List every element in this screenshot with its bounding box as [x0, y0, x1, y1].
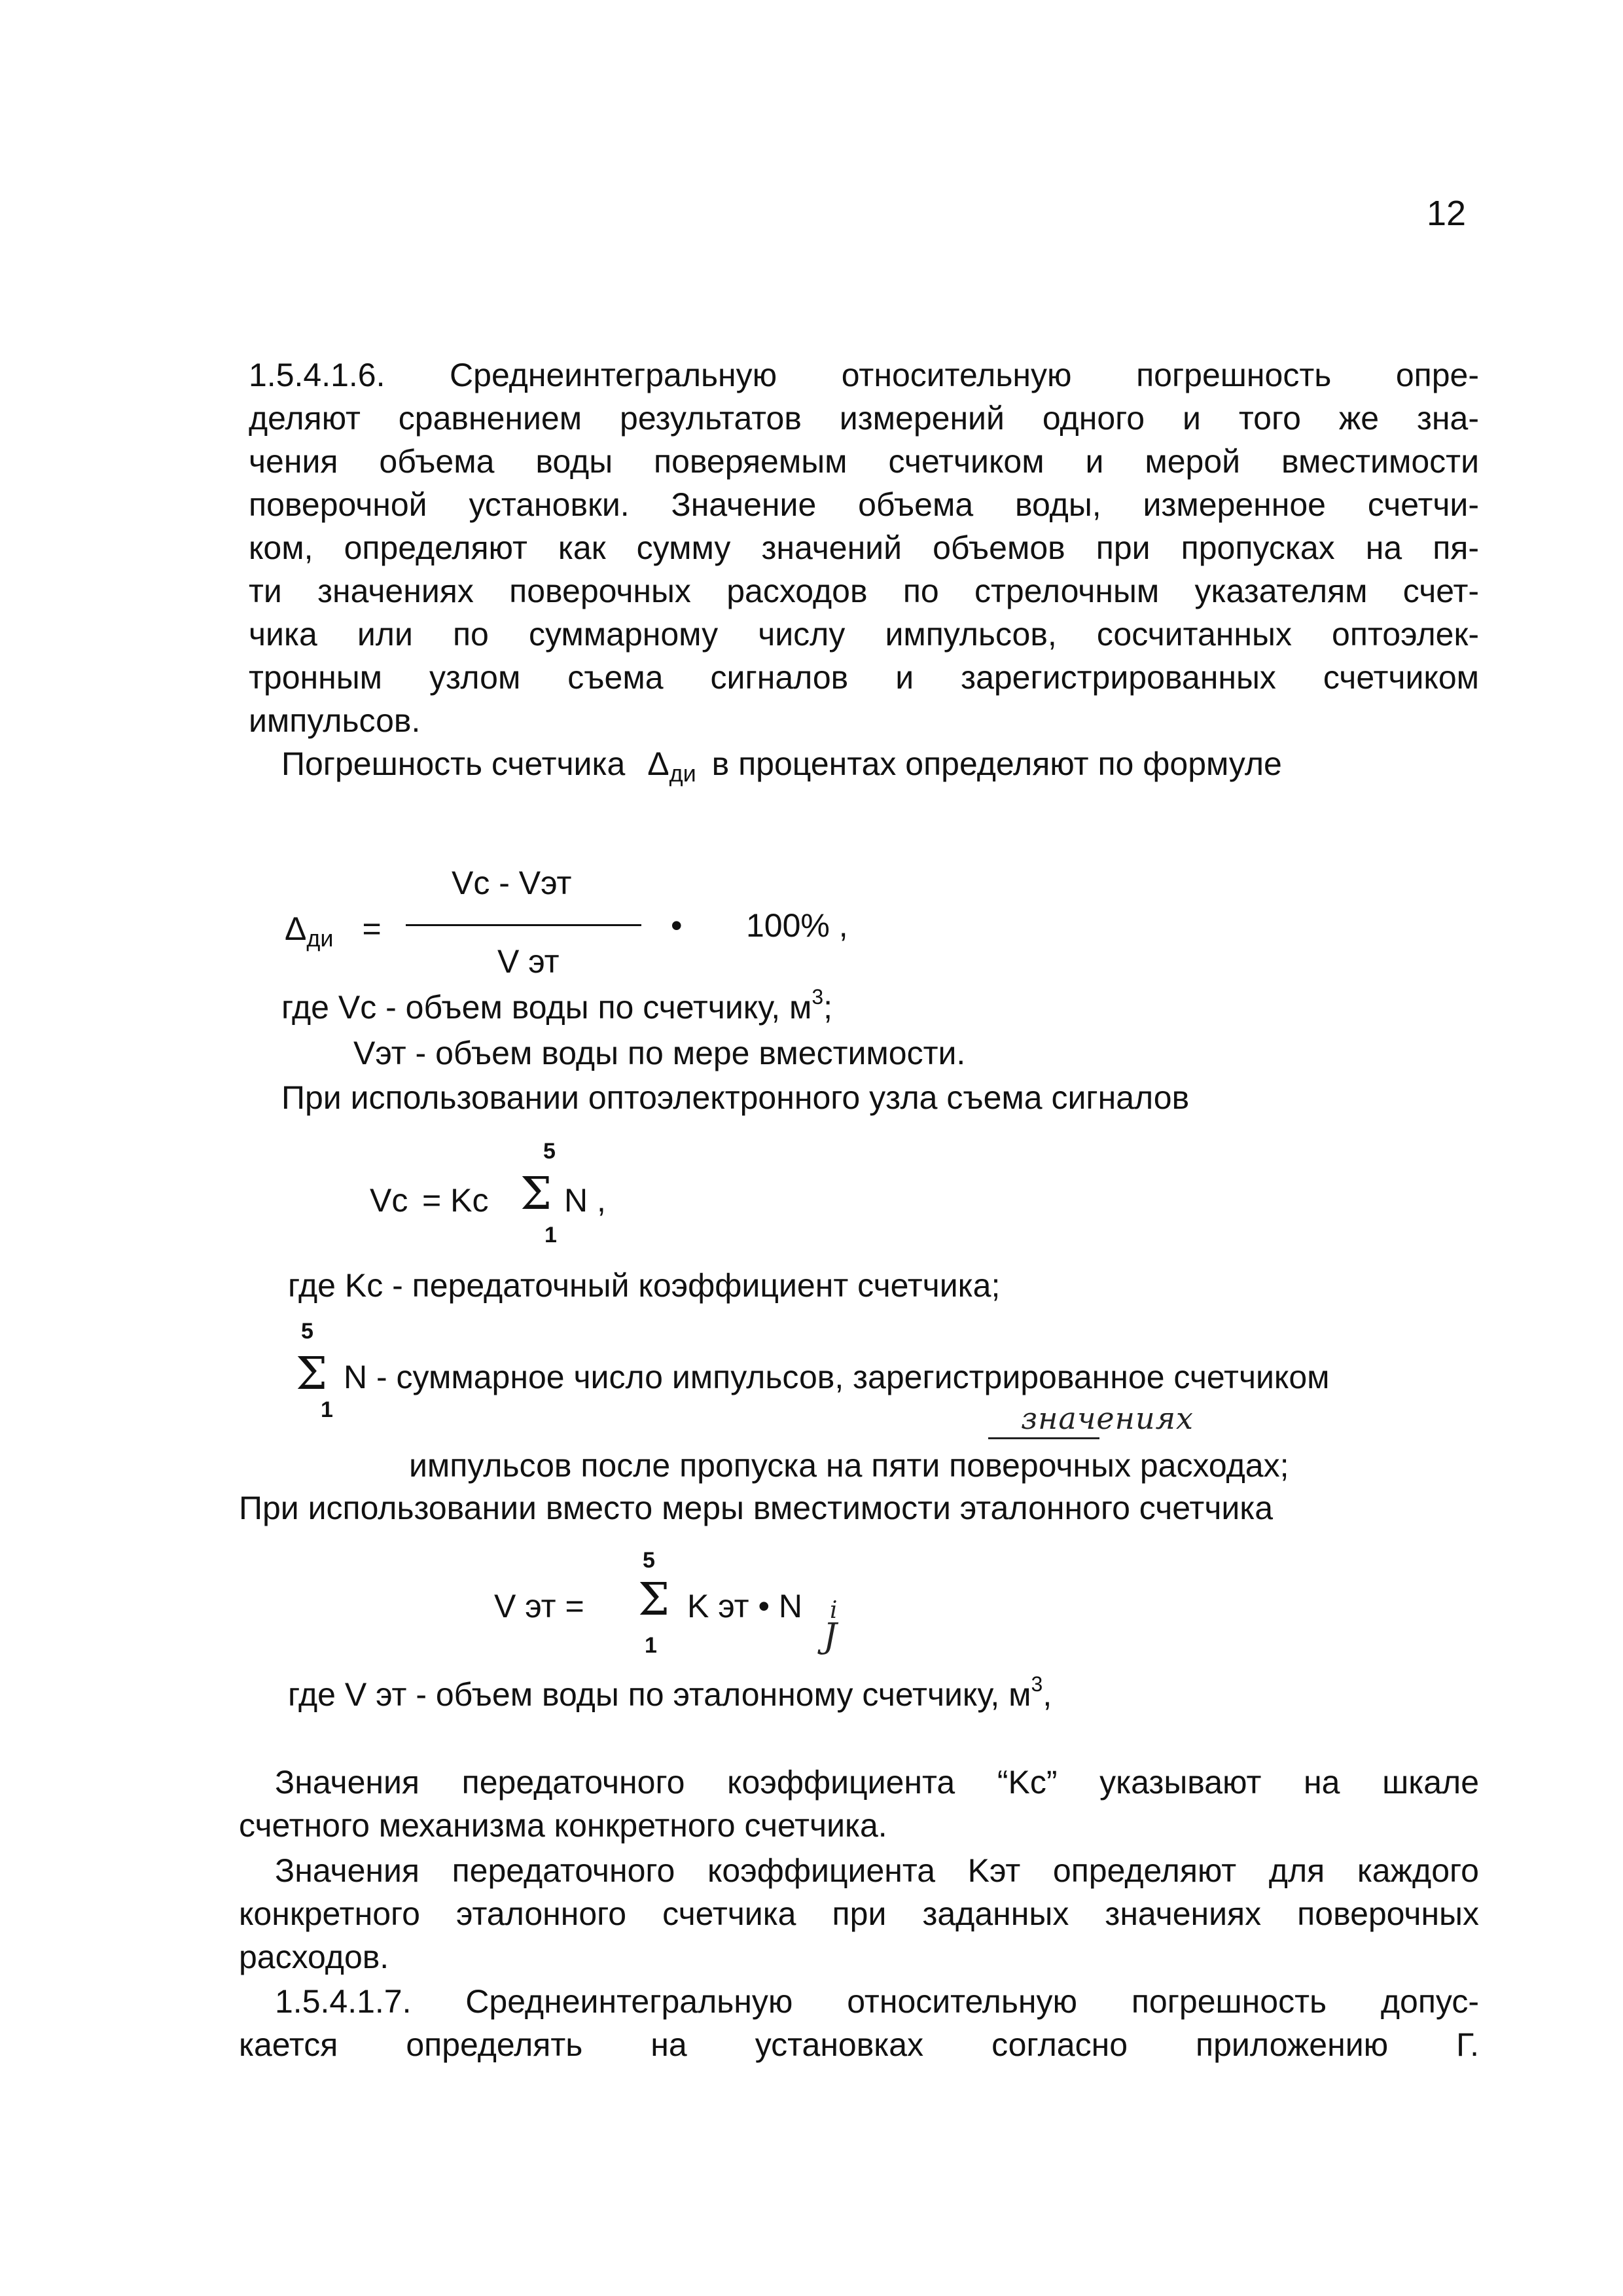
vet-etalon-definition: где V эт - объем воды по эталонному счетчику, $м^3$,	[288, 1672, 1052, 1713]
formula-vc-coef: = Kc	[422, 1182, 489, 1219]
sigma-symbol: Σ	[520, 1168, 552, 1220]
paragraph-line: деляют сравнением результатов измерений одного и того же зна-	[249, 400, 1479, 437]
formula-vc-lhs: Vc	[370, 1182, 408, 1219]
paragraph-line: счетного механизма конкретного счетчика.	[239, 1807, 887, 1844]
sum-upper-limit: 5	[543, 1139, 556, 1164]
formula-vc-term: N ,	[564, 1182, 606, 1219]
vet-definition: Vэт - объем воды по мере вместимости.	[353, 1035, 966, 1071]
handwritten-mark: J	[823, 1617, 838, 1656]
paragraph-line: поверочной установки. Значение объема воды, измеренное счетчи-	[249, 486, 1479, 523]
formula-vet-term: K эт • N	[687, 1588, 802, 1624]
paragraph-line: Значения передаточного коэффициента Kэт определяют для каждого	[275, 1852, 1479, 1889]
sum-definition-continued: импульсов после пропуска на пяти поверочных расходах;	[409, 1447, 1289, 1484]
section-1-5-4-1-7	[239, 1980, 1479, 2066]
formula-numerator: Vc - Vэт	[452, 865, 572, 901]
paragraph-line: чика или по суммарному числу импульсов, сосчитанных оптоэлек-	[249, 616, 1479, 653]
section-1-5-4-1-6	[249, 353, 1479, 742]
sum-lower-limit: 1	[544, 1223, 557, 1247]
sum-upper-limit: 5	[643, 1548, 655, 1573]
paragraph-line: 1.5.4.1.7. Среднеинтегральную относительную погрешность допус-	[275, 1983, 1479, 2020]
paragraph-line: импульсов.	[249, 702, 421, 739]
etalon-intro: При использовании вместо меры вместимости эталонного счетчика	[239, 1490, 1274, 1526]
multiply-dot: •	[671, 907, 683, 944]
paragraph-line: ком, определяют как сумму значений объемов при пропусках на пя-	[249, 529, 1479, 566]
paragraph-line: кается определять на установках согласно приложению Г.	[239, 2026, 1479, 2063]
page-number: 12	[1427, 194, 1467, 233]
paragraph-line: 1.5.4.1.6. Среднеинтегральную относительную погрешность опре-	[249, 357, 1479, 393]
sum-definition: N - суммарное число импульсов, зарегистрированное счетчиком	[344, 1359, 1330, 1395]
opto-intro: При использовании оптоэлектронного узла съема сигналов	[281, 1079, 1190, 1116]
handwritten-underline	[988, 1437, 1099, 1439]
vc-definition: где Vc - объем воды по счетчику, $м^3$;	[281, 985, 833, 1026]
paragraph-line: тронным узлом съема сигналов и зарегистрированных счетчиком	[249, 659, 1479, 696]
kc-note	[239, 1761, 1479, 1847]
error-intro-line: Погрешность счетчика $\Delta_{ди}$ в процентах определяют по формуле	[281, 745, 1282, 787]
delta-subscript: ди	[669, 760, 696, 787]
formula-denominator: V эт	[497, 943, 560, 980]
formula-vet-lhs: V эт =	[494, 1588, 584, 1624]
sum-lower-limit: 1	[645, 1633, 657, 1658]
handwritten-subscript: i	[830, 1597, 838, 1624]
paragraph-line: конкретного эталонного счетчика при заданных значениях поверочных	[239, 1895, 1479, 1932]
ket-note	[239, 1849, 1479, 1979]
paragraph-line: чения объема воды поверяемым счетчиком и мерой вместимости	[249, 443, 1479, 480]
fraction-bar	[406, 924, 641, 926]
formula-lhs: $\Delta_{ди}$ =	[285, 910, 382, 952]
sigma-symbol: Σ	[638, 1574, 670, 1626]
formula-factor: 100% ,	[746, 907, 848, 944]
paragraph-line: расходов.	[239, 1939, 389, 1975]
delta-symbol: Δ	[647, 745, 669, 782]
sigma-symbol: Σ	[296, 1348, 328, 1400]
paragraph-line: ти значениях поверочных расходов по стрелочным указателям счет-	[249, 573, 1479, 609]
sum-lower-limit: 1	[321, 1397, 333, 1422]
kc-definition: где Kc - передаточный коэффициент счетчика;	[288, 1267, 1001, 1304]
sum-upper-limit: 5	[301, 1319, 313, 1344]
handwritten-correction: значениях	[1021, 1401, 1194, 1436]
paragraph-line: Значения передаточного коэффициента “Kc” указывают на шкале	[275, 1764, 1479, 1801]
